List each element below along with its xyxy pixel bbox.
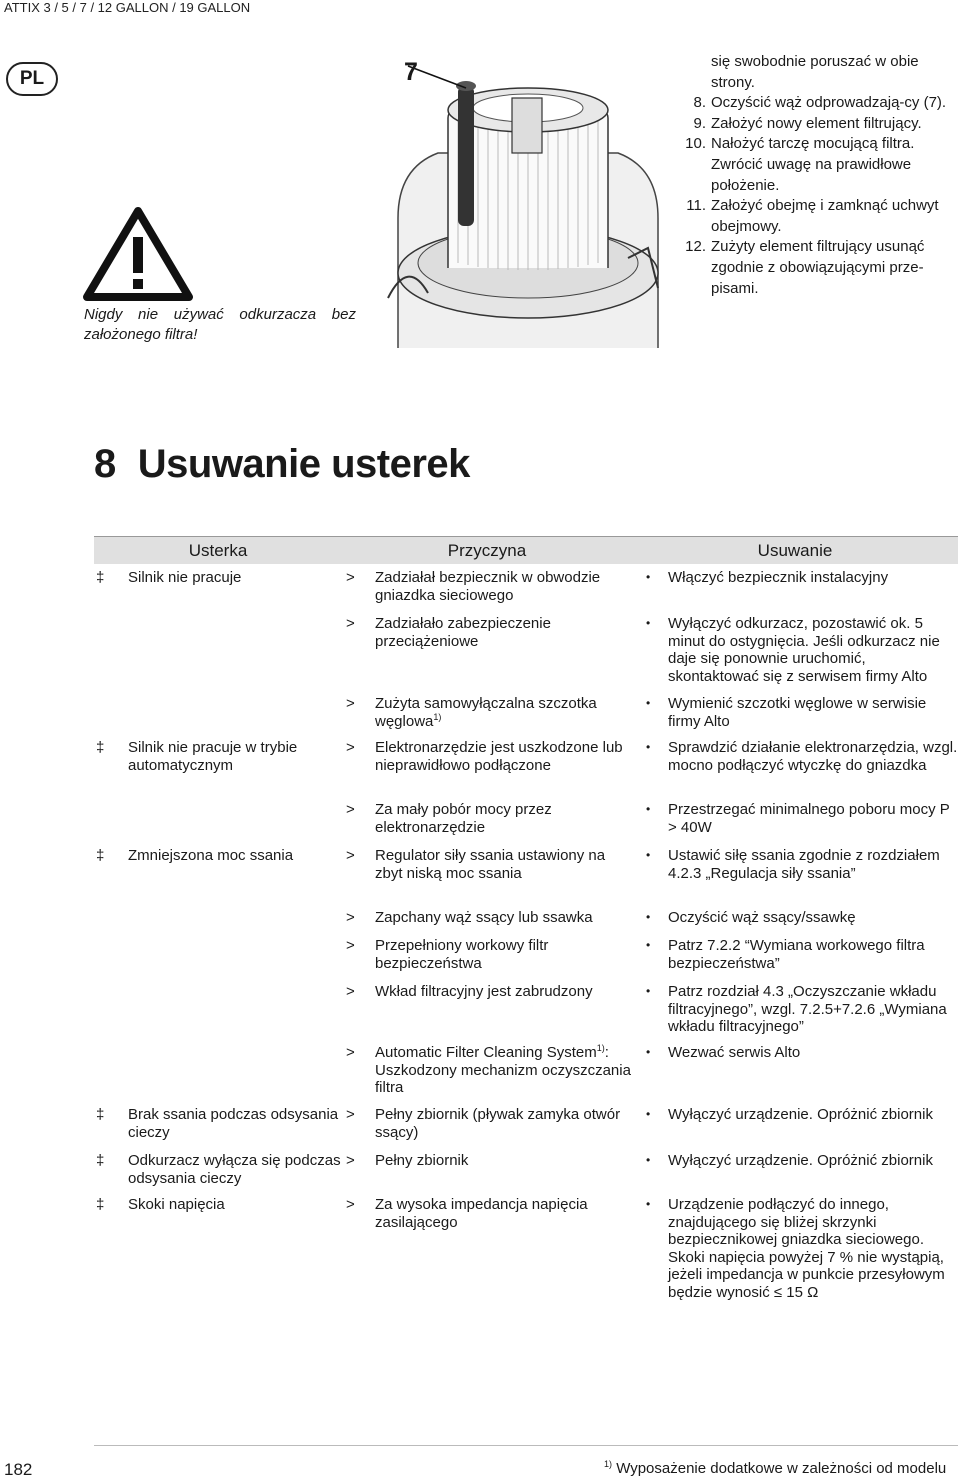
figure-number: 7 — [404, 58, 418, 86]
bullet-icon: • — [646, 802, 651, 816]
remedy-cell — [632, 739, 958, 774]
cause-cell — [342, 739, 632, 774]
step-item: 12. Zużyty element filtrujący usunąć zgodnie z obowiązującymi prze-pisami. — [685, 238, 925, 297]
remedy-text: Wezwać serwis Alto — [668, 1044, 801, 1061]
cause-text: Za mały pobór mocy przez elektronarzędzie — [375, 801, 552, 836]
remedy-text: Przestrzegać minimalnego poboru mocy P > 40W — [668, 801, 950, 836]
cause-symbol: > — [346, 1196, 355, 1213]
table-row — [94, 983, 958, 1036]
table-row — [94, 695, 958, 730]
remedy-cell — [632, 909, 958, 927]
remedy-text: Włączyć bezpiecznik instalacyjny — [668, 569, 889, 586]
language-badge: PL — [6, 62, 58, 96]
cause-symbol: > — [346, 937, 355, 954]
remedy-cell — [632, 1152, 958, 1187]
step-item: 9. Założyć nowy element filtrujący. — [693, 114, 922, 132]
bullet-icon: • — [646, 1045, 651, 1059]
remedy-text: Wyłączyć odkurzacz, pozostawić ok. 5 minut do ostygnięcia. Jeśli odkurzacz nie daje się ponownie uruchomić, skontaktować się z serwisem firmy Alto — [668, 615, 940, 685]
bullet-icon: • — [646, 910, 651, 924]
step-item: 8. Oczyścić wąż odprowadzają-cy (7). — [693, 94, 947, 112]
cause-cell — [342, 1044, 632, 1097]
cause-symbol: > — [346, 695, 355, 712]
remedy-cell — [632, 847, 958, 882]
bullet-icon: • — [646, 570, 651, 584]
cause-cell — [342, 569, 632, 604]
remedy-text: Patrz rozdział 4.3 „Oczyszczanie wkładu filtracyjnego”, wzgl. 7.2.5+7.2.6 „Wymiana wkładu filtracyjnego” — [668, 983, 947, 1035]
remedy-cell — [632, 615, 958, 685]
page-number: 182 — [4, 1460, 33, 1479]
warning-text: Nigdy nie używać odkurzacza bez założonego filtra! — [84, 306, 356, 343]
cause-symbol: > — [346, 801, 355, 818]
remedy-cell — [632, 1196, 958, 1301]
remedy-text: Urządzenie podłączyć do innego, znajdującego się bliżej skrzynki bezpiecznikowej gniazdka sieciowego. Skoki napięcia powyżej 7 % nie wystąpią, jeżeli impedancja w punkcie przesyłowym będzie wynosić ≤ 15 Ω — [668, 1196, 945, 1301]
table-row — [94, 1044, 958, 1097]
remedy-text: Sprawdzić działanie elektronarzędzia, wzgl. mocno podłączyć wtyczkę do gniazdka — [668, 739, 958, 774]
fault-text: Silnik nie pracuje — [128, 569, 242, 586]
bullet-icon: • — [646, 616, 651, 630]
remedy-text: Ustawić siłę ssania zgodnie z rozdziałem 4.2.3 „Regulacja siły ssania” — [668, 847, 940, 882]
table-row — [94, 569, 958, 604]
cause-symbol: > — [346, 569, 355, 586]
bullet-icon: • — [646, 848, 651, 862]
remedy-cell — [632, 937, 958, 972]
bullet-icon: • — [646, 740, 651, 754]
step-item: 10. Nałożyć tarczę mocującą filtra. Zwrócić uwagę na prawidłowe położenie. — [685, 135, 915, 194]
remedy-cell — [632, 983, 958, 1036]
bullet-icon: • — [646, 1107, 651, 1121]
bullet-icon: • — [646, 984, 651, 998]
table-row — [94, 937, 958, 972]
fault-cell — [94, 1044, 342, 1097]
cause-cell — [342, 909, 632, 927]
cause-text: Wkład filtracyjny jest zabrudzony — [375, 983, 593, 1000]
remedy-cell — [632, 695, 958, 730]
fault-symbol: ‡ — [96, 1152, 105, 1169]
cause-symbol: > — [346, 847, 355, 864]
header-fault: Usterka — [188, 540, 248, 560]
document-header: ATTIX 3 / 5 / 7 / 12 GALLON / 19 GALLON — [4, 0, 251, 15]
table-row — [94, 847, 958, 882]
cause-symbol: > — [346, 1106, 355, 1123]
cause-cell — [342, 1106, 632, 1141]
fault-cell — [94, 983, 342, 1036]
fault-symbol: ‡ — [96, 569, 105, 586]
cause-text: Zużyta samowyłączalna szczotka węglowa$^{1)}$ — [375, 695, 597, 730]
fault-text: Zmniejszona moc ssania — [128, 847, 294, 864]
section-title-text: Usuwanie usterek — [137, 442, 470, 486]
cause-symbol: > — [346, 615, 355, 632]
cause-text: Zadziałał bezpiecznik w obwodzie gniazdka sieciowego — [375, 569, 601, 604]
fault-cell — [94, 739, 342, 774]
remedy-text: Wyłączyć urządzenie. Opróżnić zbiornik — [668, 1152, 933, 1169]
section-number: 8 — [94, 442, 116, 486]
cause-text: Automatic Filter Cleaning System$^{1)}$: Uszkodzony mechanizm oczyszczania filtra — [375, 1043, 631, 1096]
fault-symbol: ‡ — [96, 739, 105, 756]
bullet-icon: • — [646, 1153, 651, 1167]
remedy-text: Wymienić szczotki węglowe w serwisie firmy Alto — [668, 695, 927, 730]
fault-cell — [94, 615, 342, 685]
remedy-cell — [632, 801, 958, 836]
footer-divider — [94, 1445, 958, 1446]
remedy-text: Wyłączyć urządzenie. Opróżnić zbiornik — [668, 1106, 933, 1123]
remedy-cell — [632, 1106, 958, 1141]
fault-text: Odkurzacz wyłącza się podczas odsysania cieczy — [128, 1152, 341, 1187]
cause-symbol: > — [346, 909, 355, 926]
cause-symbol: > — [346, 1152, 355, 1169]
cause-symbol: > — [346, 739, 355, 756]
fault-text: Skoki napięcia — [128, 1196, 225, 1213]
remedy-text: Oczyścić wąż ssący/ssawkę — [668, 909, 856, 926]
cause-text: Za wysoka impedancja napięcia zasilającego — [375, 1196, 588, 1231]
cause-cell — [342, 937, 632, 972]
cause-text: Pełny zbiornik — [375, 1152, 469, 1169]
cause-text: Przepełniony workowy filtr bezpieczeństwa — [375, 937, 549, 972]
cause-cell — [342, 1196, 632, 1301]
fault-cell — [94, 1196, 342, 1301]
cause-text: Pełny zbiornik (pływak zamyka otwór ssący) — [375, 1106, 621, 1141]
filter-figure — [378, 58, 678, 348]
cause-symbol: > — [346, 983, 355, 1000]
table-header — [94, 536, 958, 564]
fault-cell — [94, 847, 342, 882]
bullet-icon: • — [646, 1197, 651, 1211]
fault-cell — [94, 937, 342, 972]
cause-text: Regulator siły ssania ustawiony na zbyt niską moc ssania — [375, 847, 606, 882]
fault-text: Silnik nie pracuje w trybie automatycznym — [128, 739, 298, 774]
table-row — [94, 739, 958, 774]
cause-cell — [342, 695, 632, 730]
table-row — [94, 1196, 958, 1301]
table-row — [94, 615, 958, 685]
cause-cell — [342, 1152, 632, 1187]
fault-symbol: ‡ — [96, 1196, 105, 1213]
cause-cell — [342, 847, 632, 882]
fault-cell — [94, 695, 342, 730]
fault-symbol: ‡ — [96, 1106, 105, 1123]
cause-text: Elektronarzędzie jest uszkodzone lub nieprawidłowo podłączone — [375, 739, 623, 774]
troubleshooting-table — [94, 536, 958, 1301]
table-row — [94, 1152, 958, 1187]
bullet-icon: • — [646, 696, 651, 710]
fault-cell — [94, 1152, 342, 1187]
table-body — [94, 564, 958, 1301]
remedy-text: Patrz 7.2.2 “Wymiana workowego filtra bezpieczeństwa” — [668, 937, 925, 972]
header-remedy: Usuwanie — [757, 540, 833, 560]
fault-cell — [94, 801, 342, 836]
fault-cell — [94, 569, 342, 604]
step-item: się swobodnie poruszać w obie strony. — [711, 53, 919, 91]
fault-cell — [94, 909, 342, 927]
table-row — [94, 909, 958, 927]
cause-symbol: > — [346, 1044, 355, 1061]
remedy-cell — [632, 1044, 958, 1097]
fault-text: Brak ssania podczas odsysania cieczy — [128, 1106, 339, 1141]
header-cause: Przyczyna — [447, 540, 527, 560]
section-title — [94, 442, 470, 487]
cause-cell — [342, 615, 632, 685]
cause-cell — [342, 801, 632, 836]
fault-symbol: ‡ — [96, 847, 105, 864]
table-row — [94, 801, 958, 836]
warning-triangle-icon — [82, 205, 194, 303]
cause-cell — [342, 983, 632, 1036]
cause-text: Zadziałało zabezpieczenie przeciążeniowe — [375, 615, 551, 650]
bullet-icon: • — [646, 938, 651, 952]
step-item: 11. Założyć obejmę i zamknąć uchwyt obejmowy. — [686, 197, 939, 235]
cause-text: Zapchany wąż ssący lub ssawka — [375, 909, 593, 926]
table-row — [94, 1106, 958, 1141]
remedy-cell — [632, 569, 958, 604]
steps-list — [680, 52, 952, 299]
footnote: $^{1)}$ Wyposażenie dodatkowe w zależności od modelu — [604, 1459, 947, 1477]
fault-cell — [94, 1106, 342, 1141]
